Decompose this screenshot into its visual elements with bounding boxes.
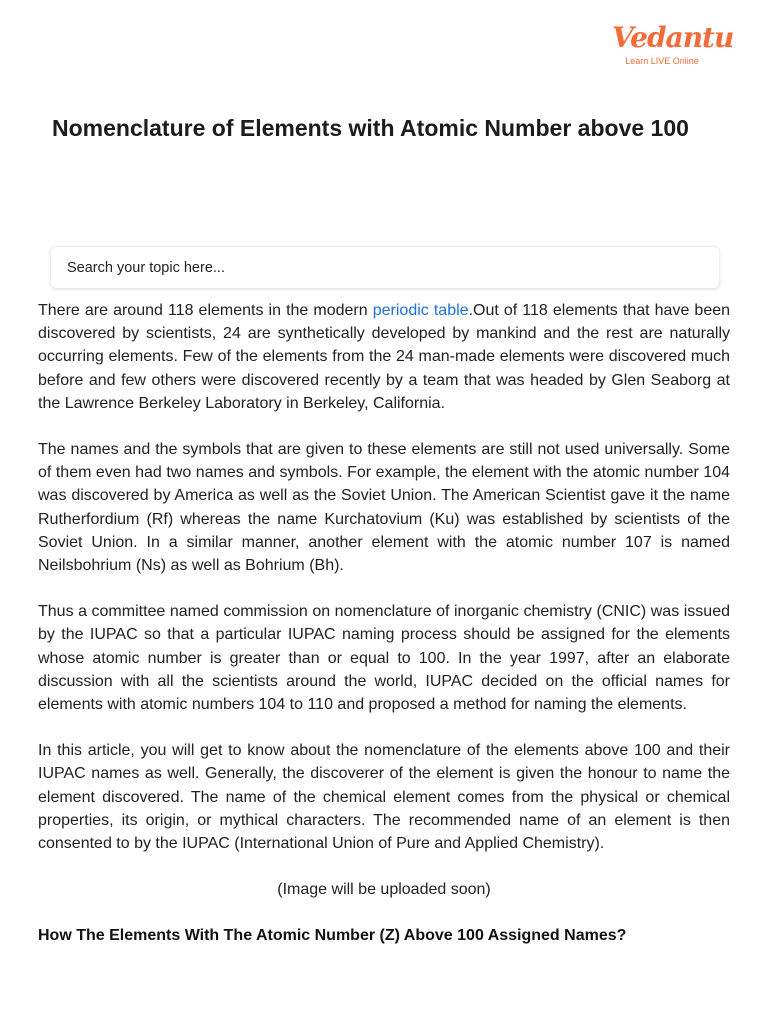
search-box[interactable] xyxy=(50,246,720,289)
paragraph-names-symbols: The names and the symbols that are given to these elements are still not used universally. Some of them even had two names and symbols. For example, the element with the atomic number 104 was discovered by America as well as the Soviet Union. The American Scientist gave it the name Rutherfordium (Rf) whereas the name Kurchatovium (Ku) was established by scientists of the Soviet Union. In a similar manner, another element with the atomic number 107 is named Neilsbohrium (Ns) as well as Bohrium (Bh). xyxy=(38,441,730,575)
periodic-table-link[interactable]: periodic table xyxy=(372,302,469,319)
search-input[interactable] xyxy=(65,259,705,277)
section-heading: How The Elements With The Atomic Number (Z) Above 100 Assigned Names? xyxy=(38,927,627,945)
paragraph-intro-start: There are around 118 elements in the modern xyxy=(38,302,373,319)
logo-wordmark: Vedantu xyxy=(612,21,734,54)
page-title: Nomenclature of Elements with Atomic Number above 100 xyxy=(52,115,689,141)
logo-tagline: Learn LIVE Online xyxy=(625,56,699,66)
paragraph-committee: Thus a committee named commission on nomenclature of inorganic chemistry (CNIC) was issued by the IUPAC so that a particular IUPAC naming process should be assigned for the elements whose atomic number is greater than or equal to 100. In the year 1997, after an elaborate discussion with all the scientists around the world, IUPAC decided on the official names for elements with atomic numbers 104 to 110 and proposed a method for naming the elements. xyxy=(38,603,730,714)
paragraph-intro xyxy=(38,299,730,415)
image-placeholder-caption: (Image will be uploaded soon) xyxy=(277,881,491,899)
article-body xyxy=(38,299,730,947)
paragraph-intro-end: .Out of 118 elements that have been discovered by scientists, 24 are synthetically developed by mankind and the rest are naturally occurring elements. Few of the elements from the 24 man-made elements were discovered much before and few others were discovered recently by a team that was headed by Glen Seaborg at the Lawrence Berkeley Laboratory in Berkeley, California. xyxy=(38,302,731,412)
vedantu-logo[interactable] xyxy=(612,21,734,67)
paragraph-article-overview: In this article, you will get to know about the nomenclature of the elements above 100 and their IUPAC names as well. Generally, the discoverer of the element is given the honour to name the element discovered. The name of the chemical element comes from the physical or chemical properties, its origin, or mythical characters. The recommended name of an element is then consented to by the IUPAC (International Union of Pure and Applied Chemistry). xyxy=(38,742,730,853)
